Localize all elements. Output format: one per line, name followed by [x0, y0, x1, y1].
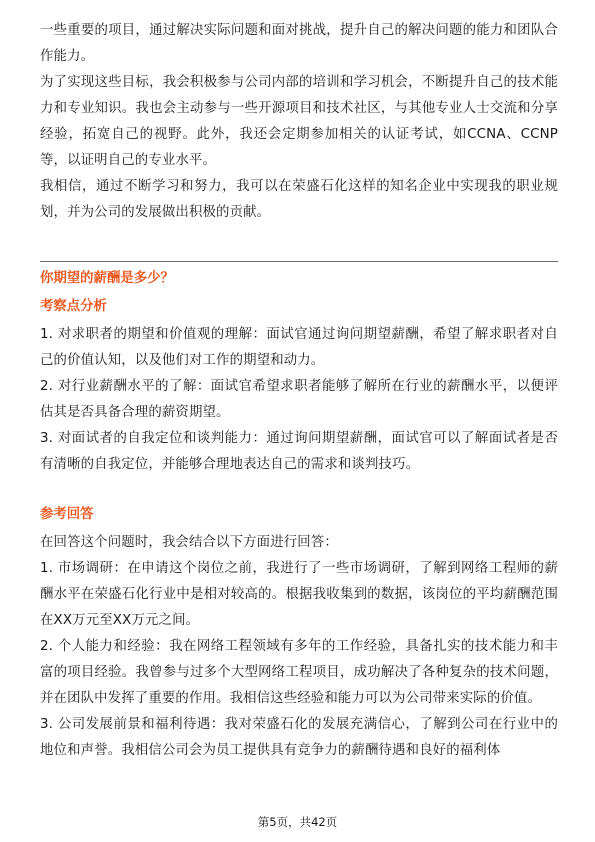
answer-intro: 在回答这个问题时，我会结合以下方面进行回答： [40, 535, 338, 550]
answer-item-2: 2. 个人能力和经验：我在网络工程领域有多年的工作经验，具备扎实的技术能力和丰富的项目经验。我曾参与过多个大型网络工程项目，成功解决了各种复杂的技术问题，并在团队中发挥了重要的作用。我相信这些经验和能力可以为公司带来实际的价值。 [40, 639, 558, 706]
answer-list [40, 530, 558, 764]
analysis-item-2: 2. 对行业薪酬水平的了解：面试官希望求职者能够了解所在行业的薪酬水平，以便评估其是否具备合理的薪资期望。 [40, 379, 558, 420]
intro-paragraph-1: 一些重要的项目，通过解决实际问题和面对挑战，提升自己的解决问题的能力和团队合作能力。 [40, 23, 558, 64]
intro-paragraph-3: 我相信，通过不断学习和努力，我可以在荣盛石化这样的知名企业中实现我的职业规划，并为公司的发展做出积极的贡献。 [40, 179, 558, 220]
section-divider [40, 261, 558, 262]
answer-item-3: 3. 公司发展前景和福利待遇：我对荣盛石化的发展充满信心，了解到公司在行业中的地位和声誉。我相信公司会为员工提供具有竞争力的薪酬待遇和良好的福利体 [40, 717, 558, 758]
page-number: 第5页，共42页 [257, 815, 338, 829]
analysis-item-1: 1. 对求职者的期望和价值观的理解：面试官通过询问期望薪酬，希望了解求职者对自己的价值认知，以及他们对工作的期望和动力。 [40, 327, 558, 368]
analysis-item-3: 3. 对面试者的自我定位和谈判能力：通过询问期望薪酬，面试官可以了解面试者是否有清晰的自我定位，并能够合理地表达自己的需求和谈判技巧。 [40, 431, 558, 472]
question-title: 你期望的薪酬是多少？ [40, 271, 174, 286]
intro-paragraph-2: 为了实现这些目标，我会积极参与公司内部的培训和学习机会，不断提升自己的技术能力和专业知识。我也会主动参与一些开源项目和技术社区，与其他专业人士交流和分享经验，拓宽自己的视野。此外，我还会定期参加相关的认证考试，如CCNA、CCNP等，以证明自己的专业水平。 [40, 75, 558, 168]
analysis-list [40, 322, 558, 478]
answer-item-1: 1. 市场调研：在申请这个岗位之前，我进行了一些市场调研，了解到网络工程师的薪酬水平在荣盛石化行业中是相对较高的。根据我收集到的数据，该岗位的平均薪酬范围在XX万元至XX万元之间。 [40, 561, 558, 628]
intro-section [40, 18, 558, 226]
answer-title: 参考回答 [40, 507, 94, 522]
analysis-title: 考察点分析 [40, 299, 107, 314]
